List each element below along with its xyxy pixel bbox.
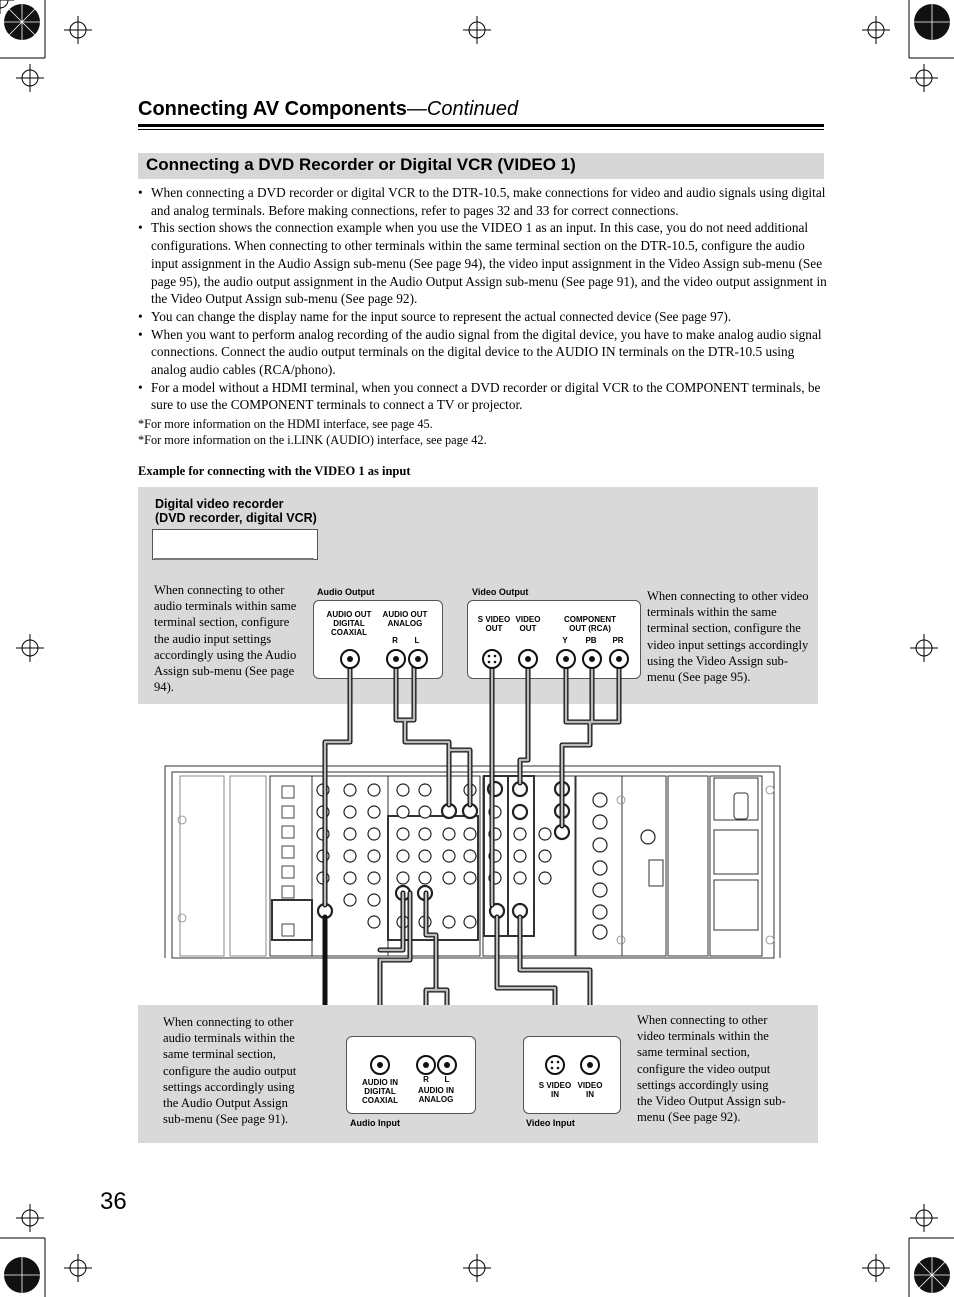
device-title: Digital video recorder (DVD recorder, digital VCR) [155, 497, 317, 525]
bullet-item: • You can change the display name for the input source to represent the actual connected device (See page 97). [138, 308, 828, 326]
s-video-out-jack [483, 650, 501, 668]
video-output-label: Video Output [472, 587, 529, 597]
bullet-item: • This section shows the connection example when you use the VIDEO 1 as an input. In this case, you do not need additional configurations. When connecting to other terminals within the same terminal section on the DTR-10.5, configure the audio input assignment in the Audio Assign sub-menu (See page 94), the video input assignment in the Video Assign sub-menu (See page 95), the audio output assignment in the Audio Output Assign sub-menu (See page 91), and the video output assignment in the Video Output Assign sub-menu (See page 92). [138, 219, 828, 308]
audio-assign-note: When connecting to other audio terminals within same terminal section, configure the audio input settings accordingly using the Audio Assign sub-menu (See page 94). [154, 583, 297, 695]
analog-cable-pair-top [396, 667, 414, 720]
example-heading: Example for connecting with the VIDEO 1 as input [138, 464, 411, 478]
destination-jacks [340, 1050, 630, 1080]
s-video-out-label: S VIDEO OUT [477, 615, 511, 633]
bullet-item: • For a model without a HDMI terminal, when you connect a DVD recorder or digital VCR to the COMPONENT terminals, be sure to use the COMPONENT terminals to connect a TV or projector. [138, 379, 828, 414]
bullet-item: • When you want to perform analog recording of the audio signal from the digital device, you have to make analog audio signal connections. Connect the audio output terminals on the digital device to the AUDIO IN terminals on the DTR-10.5 using analog audio cables (RCA/phono). [138, 326, 828, 379]
audio-in-digital-label: AUDIO IN DIGITAL COAXIAL [362, 1078, 398, 1105]
footnote: *For more information on the i.LINK (AUDIO) interface, see page 42. [138, 433, 487, 447]
video-out-label: VIDEO OUT [515, 615, 541, 633]
receiver-rear-panel [172, 772, 774, 958]
r-label: R [423, 1075, 429, 1084]
audio-out-analog-label: AUDIO OUT ANALOG [382, 610, 428, 628]
y-label: Y [562, 636, 568, 645]
bullet-item: • When connecting a DVD recorder or digital VCR to the DTR-10.5, make connections for video and audio signals using digital and analog terminals. Before making connections, refer to pages 32 and 33 for correct connections. [138, 184, 828, 219]
pb-label: PB [585, 636, 597, 645]
video-output-assign-note: When connecting to other video terminals within the same terminal section, configure the video output settings accordingly using the Video Output Assign sub-menu (See page 92). [637, 1013, 786, 1125]
s-video-in-label: S VIDEO IN [538, 1081, 572, 1099]
pr-label: PR [612, 636, 624, 645]
video-assign-note: When connecting to other video terminals within the same terminal section, configure the video input settings accordingly using the Video Assign sub-menu (See page 95). [647, 589, 809, 685]
audio-in-analog-label: AUDIO IN ANALOG [418, 1086, 454, 1104]
audio-input-label: Audio Input [350, 1118, 400, 1128]
video-input-label: Video Input [526, 1118, 575, 1128]
l-label: L [414, 636, 420, 645]
audio-output-label: Audio Output [317, 587, 375, 597]
s-video-in-jack [546, 1056, 564, 1074]
footnote: *For more information on the HDMI interface, see page 45. [138, 417, 433, 431]
l-label: L [444, 1075, 450, 1084]
analog-cable-bottom [426, 893, 436, 990]
page-header: Connecting AV Components—Continued [138, 98, 519, 120]
component-out-label: COMPONENT OUT (RCA) [564, 615, 616, 633]
page-number: 36 [100, 1188, 127, 1215]
audio-out-digital-label: AUDIO OUT DIGITAL COAXIAL [326, 610, 372, 637]
video-in-label: VIDEO IN [577, 1081, 603, 1099]
audio-output-assign-note: When connecting to other audio terminals within the same terminal section, configure the audio output settings accordingly using the Audio Output Assign sub-menu (See page 91). [163, 1015, 297, 1127]
section-title: Connecting a DVD Recorder or Digital VCR (VIDEO 1) [146, 155, 576, 174]
r-label: R [392, 636, 398, 645]
